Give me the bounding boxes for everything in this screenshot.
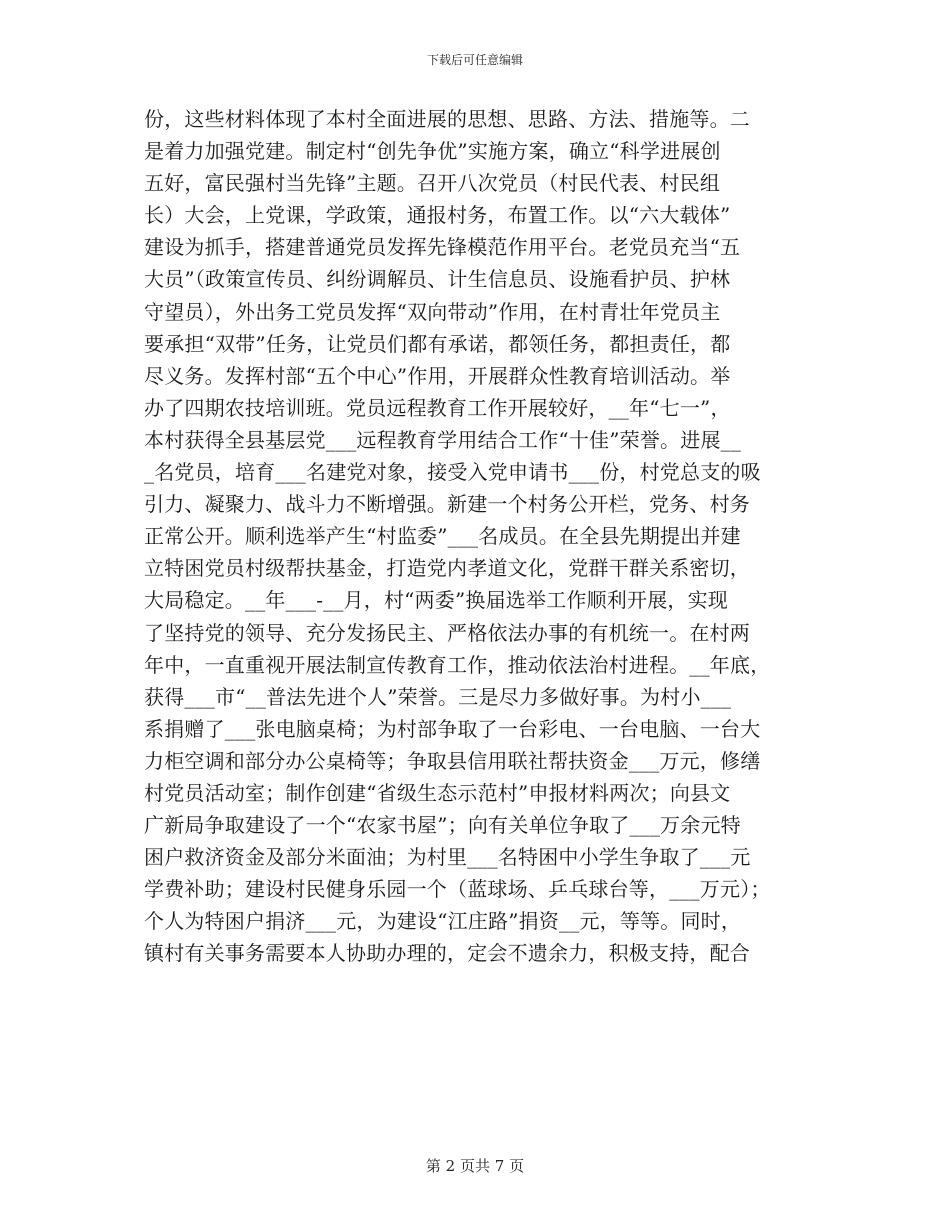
- page-footer: 第 2 页共 7 页: [425, 1157, 525, 1175]
- body-line: 学费补助；建设村民健身乐园一个（蓝球场、乒乓球台等，___万元）；: [144, 877, 771, 902]
- body-line: 个人为特困户捐济___元，为建设“江庄路”捐资__元，等等。同时，: [144, 909, 742, 934]
- body-line: 镇村有关事务需要本人协助办理的，定会不遗余力，积极支持，配合: [144, 941, 750, 966]
- body-line: 力柜空调和部分办公桌椅等；争取县信用联社帮扶资金___万元，修缮: [144, 748, 761, 773]
- body-line: 守望员），外出务工党员发挥“双向带动”作用，在村青壮年党员主: [144, 299, 721, 324]
- body-line: 建设为抓手，搭建普通党员发挥先锋模范作用平台。老党员充当“五: [144, 235, 741, 260]
- body-line: 年中，一直重视开展法制宣传教育工作，推动依法治村进程。__年底，: [144, 652, 771, 677]
- body-line: 立特困党员村级帮扶基金，打造党内孝道文化，党群干群关系密切，: [144, 556, 750, 581]
- body-line: 办了四期农技培训班。党员远程教育工作开展较好，__年“七一”，: [144, 395, 731, 420]
- page-header: 下载后可任意编辑: [426, 53, 523, 67]
- body-line: 本村获得全县基层党___远程教育学用结合工作“十佳”荣誉。进展__: [144, 427, 742, 452]
- body-line: 是着力加强党建。制定村“创先争优”实施方案，确立“科学进展创: [144, 139, 721, 164]
- body-line: 份，这些材料体现了本村全面进展的思想、思路、方法、措施等。二: [144, 107, 750, 131]
- body-line: 系捐赠了___张电脑桌椅；为村部争取了一台彩电、一台电脑、一台大: [144, 716, 761, 741]
- body-line: 大员”（政策宣传员、纠纷调解员、计生信息员、设施看护员、护林: [144, 267, 731, 292]
- body-line: 大局稳定。__年___-__月，村“两委”换届选举工作顺利开展，实现: [144, 588, 729, 613]
- body-line: 广新局争取建设了一个“农家书屋”；向有关单位争取了___万余元特: [144, 813, 741, 838]
- body-line: 长）大会，上党课，学政策，通报村务，布置工作。以“六大载体”: [144, 203, 731, 228]
- document-body: [144, 103, 814, 970]
- body-line: 困户救济资金及部分米面油；为村里___名特困中小学生争取了___元: [144, 845, 751, 870]
- body-line: 五好，富民强村当先锋”主题。召开八次党员（村民代表、村民组: [144, 171, 721, 196]
- body-line: 要承担“双带”任务，让党员们都有承诺，都领任务，都担责任，都: [144, 331, 731, 356]
- body-line: 获得___市“__普法先进个人”荣誉。三是尽力多做好事。为村小___: [144, 684, 732, 709]
- body-line: 正常公开。顺利选举产生“村监委”___名成员。在全县先期提出并建: [144, 524, 741, 549]
- body-line: 了坚持党的领导、充分发扬民主、严格依法办事的有机统一。在村两: [144, 620, 750, 645]
- body-line: _名党员，培育___名建党对象，接受入党申请书___份，村党总支的吸: [144, 460, 761, 485]
- body-line: 尽义务。发挥村部“五个中心”作用，开展群众性教育培训活动。举: [144, 363, 731, 388]
- body-line: 引力、凝聚力、战斗力不断增强。新建一个村务公开栏，党务、村务: [144, 492, 750, 517]
- body-line: 村党员活动室；制作创建“省级生态示范村”申报材料两次；向县文: [144, 780, 731, 805]
